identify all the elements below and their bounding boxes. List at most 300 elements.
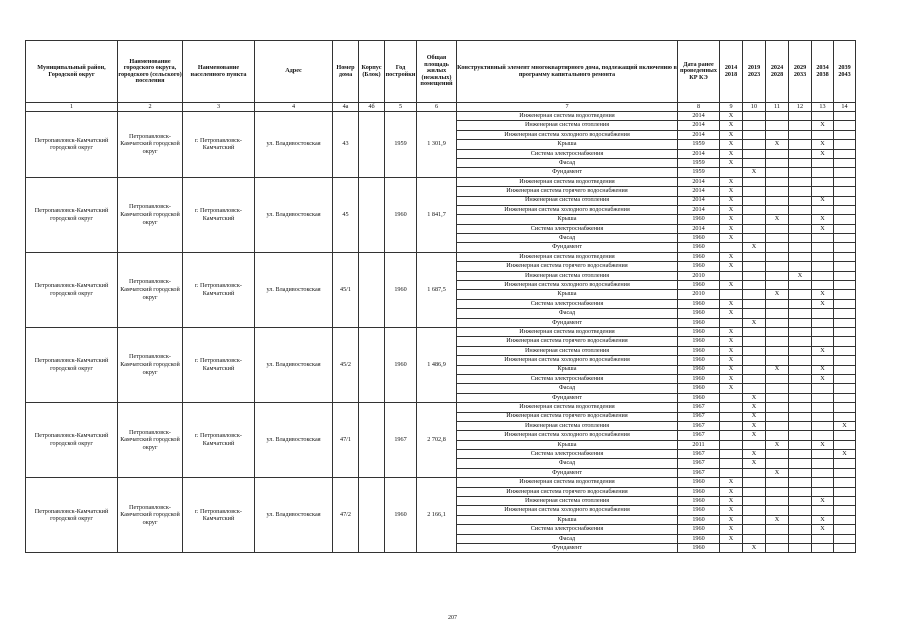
period-mark-cell [743, 252, 766, 261]
district-cell: Петропавловск-Камчатский городской округ [26, 327, 118, 402]
element-cell: Инженерная система отопления [457, 271, 678, 280]
column-number: 9 [720, 103, 743, 112]
column-number: 5 [385, 103, 417, 112]
period-mark-cell: X [720, 384, 743, 393]
period-mark-cell: X [720, 130, 743, 139]
locality-cell: г. Петропавловск-Камчатский [183, 478, 255, 553]
header-settlement: Наименование городского округа, городского (сельского) поселения [118, 41, 183, 103]
period-mark-cell: X [743, 403, 766, 412]
period-mark-cell [834, 525, 856, 534]
column-number: 8 [678, 103, 720, 112]
period-mark-cell [834, 487, 856, 496]
element-cell: Крыша [457, 365, 678, 374]
period-mark-cell: X [720, 478, 743, 487]
period-mark-cell [766, 450, 789, 459]
table-row [26, 403, 856, 412]
period-mark-cell [789, 327, 812, 336]
period-mark-cell [766, 271, 789, 280]
table-row [26, 112, 856, 121]
element-cell: Фундамент [457, 243, 678, 252]
district-cell: Петропавловск-Камчатский городской округ [26, 112, 118, 178]
period-mark-cell: X [720, 112, 743, 121]
prev-repair-date-cell: 2014 [678, 130, 720, 139]
area-cell: 1 687,5 [417, 252, 457, 327]
period-mark-cell [834, 543, 856, 552]
period-mark-cell [789, 205, 812, 214]
period-mark-cell [834, 187, 856, 196]
page-number: 207 [448, 615, 457, 621]
column-number: 12 [789, 103, 812, 112]
period-mark-cell [812, 450, 834, 459]
area-cell: 1 841,7 [417, 177, 457, 252]
period-mark-cell [720, 468, 743, 477]
element-cell: Фасад [457, 459, 678, 468]
period-mark-cell [834, 374, 856, 383]
period-mark-cell [789, 318, 812, 327]
period-mark-cell [743, 487, 766, 496]
period-mark-cell [789, 290, 812, 299]
period-mark-cell: X [812, 196, 834, 205]
period-mark-cell [743, 205, 766, 214]
element-cell: Система электроснабжения [457, 224, 678, 233]
address-cell: ул. Владивостокская [255, 252, 333, 327]
period-mark-cell: X [812, 525, 834, 534]
period-mark-cell [743, 534, 766, 543]
period-mark-cell [743, 290, 766, 299]
period-mark-cell [812, 403, 834, 412]
period-mark-cell: X [720, 215, 743, 224]
period-mark-cell [812, 130, 834, 139]
element-cell: Фундамент [457, 543, 678, 552]
period-mark-cell [789, 346, 812, 355]
header-year: Год постройки [385, 41, 417, 103]
period-mark-cell: X [834, 421, 856, 430]
period-mark-cell [743, 327, 766, 336]
prev-repair-date-cell: 1960 [678, 252, 720, 261]
settlement-cell: Петропавловск-Камчатский городской округ [118, 478, 183, 553]
period-mark-cell [789, 140, 812, 149]
period-mark-cell: X [766, 290, 789, 299]
locality-cell: г. Петропавловск-Камчатский [183, 403, 255, 478]
period-mark-cell [743, 346, 766, 355]
period-mark-cell [766, 412, 789, 421]
period-mark-cell: X [720, 534, 743, 543]
period-mark-cell: X [720, 299, 743, 308]
address-cell: ул. Владивостокская [255, 478, 333, 553]
period-mark-cell: X [812, 515, 834, 524]
period-mark-cell [834, 299, 856, 308]
period-mark-cell [743, 299, 766, 308]
element-cell: Крыша [457, 440, 678, 449]
period-mark-cell [812, 112, 834, 121]
header-period: 2039 2043 [834, 41, 856, 103]
period-mark-cell [834, 478, 856, 487]
element-cell: Инженерная система горячего водоснабжения [457, 337, 678, 346]
column-number: 11 [766, 103, 789, 112]
prev-repair-date-cell: 1960 [678, 534, 720, 543]
period-mark-cell [812, 506, 834, 515]
period-mark-cell: X [766, 215, 789, 224]
element-cell: Инженерная система горячего водоснабжения [457, 412, 678, 421]
period-mark-cell: X [720, 252, 743, 261]
prev-repair-date-cell: 2014 [678, 121, 720, 130]
column-number-row [26, 103, 856, 112]
period-mark-cell [743, 497, 766, 506]
prev-repair-date-cell: 1960 [678, 365, 720, 374]
header-prev-repair-date: Дата ранее проведенных КР КЭ [678, 41, 720, 103]
period-mark-cell [834, 224, 856, 233]
period-mark-cell [743, 112, 766, 121]
period-mark-cell [789, 506, 812, 515]
prev-repair-date-cell: 1960 [678, 393, 720, 402]
period-mark-cell [834, 440, 856, 449]
period-mark-cell [834, 412, 856, 421]
period-mark-cell: X [766, 365, 789, 374]
prev-repair-date-cell: 1960 [678, 543, 720, 552]
period-mark-cell [834, 403, 856, 412]
period-mark-cell [834, 431, 856, 440]
period-mark-cell: X [720, 506, 743, 515]
period-mark-cell [766, 299, 789, 308]
prev-repair-date-cell: 1960 [678, 356, 720, 365]
area-cell: 2 702,8 [417, 403, 457, 478]
element-cell: Система электроснабжения [457, 299, 678, 308]
period-mark-cell [834, 309, 856, 318]
period-mark-cell [834, 196, 856, 205]
period-mark-cell: X [720, 525, 743, 534]
period-mark-cell: X [812, 140, 834, 149]
period-mark-cell [812, 158, 834, 167]
element-cell: Инженерная система холодного водоснабжения [457, 356, 678, 365]
element-cell: Инженерная система водоотведения [457, 252, 678, 261]
house-number-cell: 43 [333, 112, 359, 178]
period-mark-cell: X [812, 497, 834, 506]
address-cell: ул. Владивостокская [255, 112, 333, 178]
period-mark-cell [766, 393, 789, 402]
period-mark-cell [789, 421, 812, 430]
period-mark-cell [743, 281, 766, 290]
header-locality: Наименование населенного пункта [183, 41, 255, 103]
period-mark-cell [789, 121, 812, 130]
column-number: 2 [118, 103, 183, 112]
period-mark-cell [720, 450, 743, 459]
period-mark-cell: X [720, 187, 743, 196]
year-cell: 1960 [385, 478, 417, 553]
period-mark-cell [834, 112, 856, 121]
period-mark-cell [743, 337, 766, 346]
prev-repair-date-cell: 2014 [678, 224, 720, 233]
period-mark-cell [834, 327, 856, 336]
prev-repair-date-cell: 2014 [678, 187, 720, 196]
period-mark-cell [743, 224, 766, 233]
period-mark-cell [720, 290, 743, 299]
prev-repair-date-cell: 1960 [678, 337, 720, 346]
prev-repair-date-cell: 1967 [678, 468, 720, 477]
element-cell: Инженерная система горячего водоснабжения [457, 262, 678, 271]
district-cell: Петропавловск-Камчатский городской округ [26, 478, 118, 553]
period-mark-cell [834, 140, 856, 149]
prev-repair-date-cell: 2010 [678, 271, 720, 280]
prev-repair-date-cell: 1967 [678, 403, 720, 412]
house-number-cell: 47/2 [333, 478, 359, 553]
prev-repair-date-cell: 1967 [678, 459, 720, 468]
period-mark-cell [766, 130, 789, 139]
prev-repair-date-cell: 1960 [678, 525, 720, 534]
house-number-cell: 45/2 [333, 327, 359, 402]
period-mark-cell [743, 384, 766, 393]
period-mark-cell [743, 356, 766, 365]
period-mark-cell [766, 168, 789, 177]
period-mark-cell [812, 177, 834, 186]
period-mark-cell: X [766, 515, 789, 524]
element-cell: Фасад [457, 309, 678, 318]
period-mark-cell: X [812, 299, 834, 308]
period-mark-cell [789, 168, 812, 177]
period-mark-cell [834, 262, 856, 271]
prev-repair-date-cell: 1967 [678, 450, 720, 459]
period-mark-cell [812, 187, 834, 196]
block-cell [359, 112, 385, 178]
period-mark-cell: X [766, 440, 789, 449]
prev-repair-date-cell: 1960 [678, 478, 720, 487]
table-row [26, 478, 856, 487]
period-mark-cell [766, 543, 789, 552]
period-mark-cell: X [812, 224, 834, 233]
header-period: 2019 2023 [743, 41, 766, 103]
element-cell: Фундамент [457, 318, 678, 327]
element-cell: Инженерная система холодного водоснабжения [457, 130, 678, 139]
period-mark-cell [720, 431, 743, 440]
period-mark-cell [834, 346, 856, 355]
period-mark-cell: X [720, 337, 743, 346]
period-mark-cell [812, 262, 834, 271]
period-mark-cell: X [743, 168, 766, 177]
period-mark-cell [766, 431, 789, 440]
element-cell: Фасад [457, 384, 678, 393]
period-mark-cell [812, 384, 834, 393]
period-mark-cell [766, 149, 789, 158]
period-mark-cell [720, 412, 743, 421]
period-mark-cell [743, 121, 766, 130]
area-cell: 2 166,1 [417, 478, 457, 553]
prev-repair-date-cell: 1967 [678, 431, 720, 440]
year-cell: 1960 [385, 252, 417, 327]
period-mark-cell [834, 497, 856, 506]
year-cell: 1959 [385, 112, 417, 178]
settlement-cell: Петропавловск-Камчатский городской округ [118, 112, 183, 178]
period-mark-cell [812, 487, 834, 496]
period-mark-cell [743, 374, 766, 383]
period-mark-cell: X [812, 346, 834, 355]
prev-repair-date-cell: 2014 [678, 196, 720, 205]
year-cell: 1960 [385, 177, 417, 252]
period-mark-cell [789, 440, 812, 449]
period-mark-cell: X [720, 487, 743, 496]
prev-repair-date-cell: 1960 [678, 346, 720, 355]
prev-repair-date-cell: 2014 [678, 149, 720, 158]
period-mark-cell [834, 281, 856, 290]
period-mark-cell [766, 205, 789, 214]
element-cell: Фасад [457, 158, 678, 167]
period-mark-cell [789, 309, 812, 318]
element-cell: Инженерная система водоотведения [457, 177, 678, 186]
period-mark-cell [834, 243, 856, 252]
column-number: 4б [359, 103, 385, 112]
period-mark-cell [789, 158, 812, 167]
period-mark-cell: X [720, 281, 743, 290]
block-cell [359, 327, 385, 402]
house-number-cell: 45 [333, 177, 359, 252]
column-number: 4 [255, 103, 333, 112]
element-cell: Инженерная система холодного водоснабжения [457, 205, 678, 214]
period-mark-cell: X [720, 158, 743, 167]
period-mark-cell [743, 177, 766, 186]
period-mark-cell [743, 440, 766, 449]
prev-repair-date-cell: 1960 [678, 318, 720, 327]
period-mark-cell [789, 459, 812, 468]
period-mark-cell [766, 346, 789, 355]
period-mark-cell [789, 243, 812, 252]
element-cell: Система электроснабжения [457, 450, 678, 459]
period-mark-cell [834, 234, 856, 243]
prev-repair-date-cell: 1959 [678, 168, 720, 177]
period-mark-cell [812, 478, 834, 487]
block-cell [359, 252, 385, 327]
period-mark-cell [812, 271, 834, 280]
period-mark-cell [789, 365, 812, 374]
period-mark-cell [766, 262, 789, 271]
period-mark-cell [834, 158, 856, 167]
period-mark-cell [812, 318, 834, 327]
period-mark-cell [789, 130, 812, 139]
period-mark-cell [812, 393, 834, 402]
prev-repair-date-cell: 1960 [678, 515, 720, 524]
period-mark-cell: X [743, 431, 766, 440]
prev-repair-date-cell: 1960 [678, 262, 720, 271]
address-cell: ул. Владивостокская [255, 403, 333, 478]
period-mark-cell: X [766, 468, 789, 477]
period-mark-cell [766, 421, 789, 430]
period-mark-cell [834, 252, 856, 261]
period-mark-cell [812, 534, 834, 543]
period-mark-cell [766, 243, 789, 252]
period-mark-cell [743, 468, 766, 477]
period-mark-cell: X [743, 318, 766, 327]
period-mark-cell [789, 497, 812, 506]
period-mark-cell [789, 431, 812, 440]
period-mark-cell [766, 487, 789, 496]
period-mark-cell [789, 262, 812, 271]
element-cell: Инженерная система холодного водоснабжения [457, 431, 678, 440]
period-mark-cell [834, 365, 856, 374]
period-mark-cell [789, 187, 812, 196]
period-mark-cell: X [743, 421, 766, 430]
period-mark-cell [720, 168, 743, 177]
period-mark-cell [766, 158, 789, 167]
period-mark-cell: X [743, 412, 766, 421]
column-number: 6 [417, 103, 457, 112]
locality-cell: г. Петропавловск-Камчатский [183, 112, 255, 178]
period-mark-cell: X [720, 234, 743, 243]
period-mark-cell [766, 534, 789, 543]
element-cell: Фундамент [457, 393, 678, 402]
period-mark-cell [789, 281, 812, 290]
block-cell [359, 403, 385, 478]
period-mark-cell [789, 412, 812, 421]
period-mark-cell [743, 262, 766, 271]
period-mark-cell [766, 497, 789, 506]
locality-cell: г. Петропавловск-Камчатский [183, 252, 255, 327]
element-cell: Инженерная система холодного водоснабжения [457, 506, 678, 515]
period-mark-cell: X [720, 346, 743, 355]
period-mark-cell: X [812, 290, 834, 299]
period-mark-cell [834, 515, 856, 524]
header-house-number: Номер дома [333, 41, 359, 103]
element-cell: Фасад [457, 534, 678, 543]
period-mark-cell [789, 356, 812, 365]
district-cell: Петропавловск-Камчатский городской округ [26, 252, 118, 327]
period-mark-cell [789, 478, 812, 487]
prev-repair-date-cell: 1960 [678, 281, 720, 290]
column-number: 13 [812, 103, 834, 112]
period-mark-cell [720, 393, 743, 402]
period-mark-cell [720, 440, 743, 449]
period-mark-cell: X [720, 365, 743, 374]
period-mark-cell [812, 309, 834, 318]
period-mark-cell: X [812, 365, 834, 374]
period-mark-cell: X [720, 140, 743, 149]
period-mark-cell [766, 121, 789, 130]
period-mark-cell [720, 243, 743, 252]
column-number: 7 [457, 103, 678, 112]
prev-repair-date-cell: 2014 [678, 205, 720, 214]
period-mark-cell [812, 337, 834, 346]
element-cell: Система электроснабжения [457, 149, 678, 158]
header-block: Корпус (Блок) [359, 41, 385, 103]
period-mark-cell [789, 215, 812, 224]
period-mark-cell: X [743, 459, 766, 468]
period-mark-cell: X [720, 149, 743, 158]
period-mark-cell [812, 205, 834, 214]
period-mark-cell: X [720, 309, 743, 318]
area-cell: 1 486,9 [417, 327, 457, 402]
period-mark-cell [834, 506, 856, 515]
period-mark-cell [789, 525, 812, 534]
period-mark-cell [812, 421, 834, 430]
period-mark-cell: X [812, 121, 834, 130]
element-cell: Инженерная система водоотведения [457, 112, 678, 121]
period-mark-cell [743, 515, 766, 524]
period-mark-cell [743, 365, 766, 374]
period-mark-cell [789, 224, 812, 233]
prev-repair-date-cell: 2014 [678, 177, 720, 186]
element-cell: Фасад [457, 234, 678, 243]
table-row [26, 177, 856, 186]
period-mark-cell: X [720, 356, 743, 365]
period-mark-cell [766, 356, 789, 365]
period-mark-cell [789, 515, 812, 524]
period-mark-cell [766, 374, 789, 383]
period-mark-cell: X [720, 327, 743, 336]
period-mark-cell [743, 196, 766, 205]
period-mark-cell [812, 356, 834, 365]
period-mark-cell [812, 459, 834, 468]
period-mark-cell: X [720, 177, 743, 186]
period-mark-cell [720, 271, 743, 280]
period-mark-cell [789, 252, 812, 261]
period-mark-cell [743, 525, 766, 534]
period-mark-cell [834, 393, 856, 402]
